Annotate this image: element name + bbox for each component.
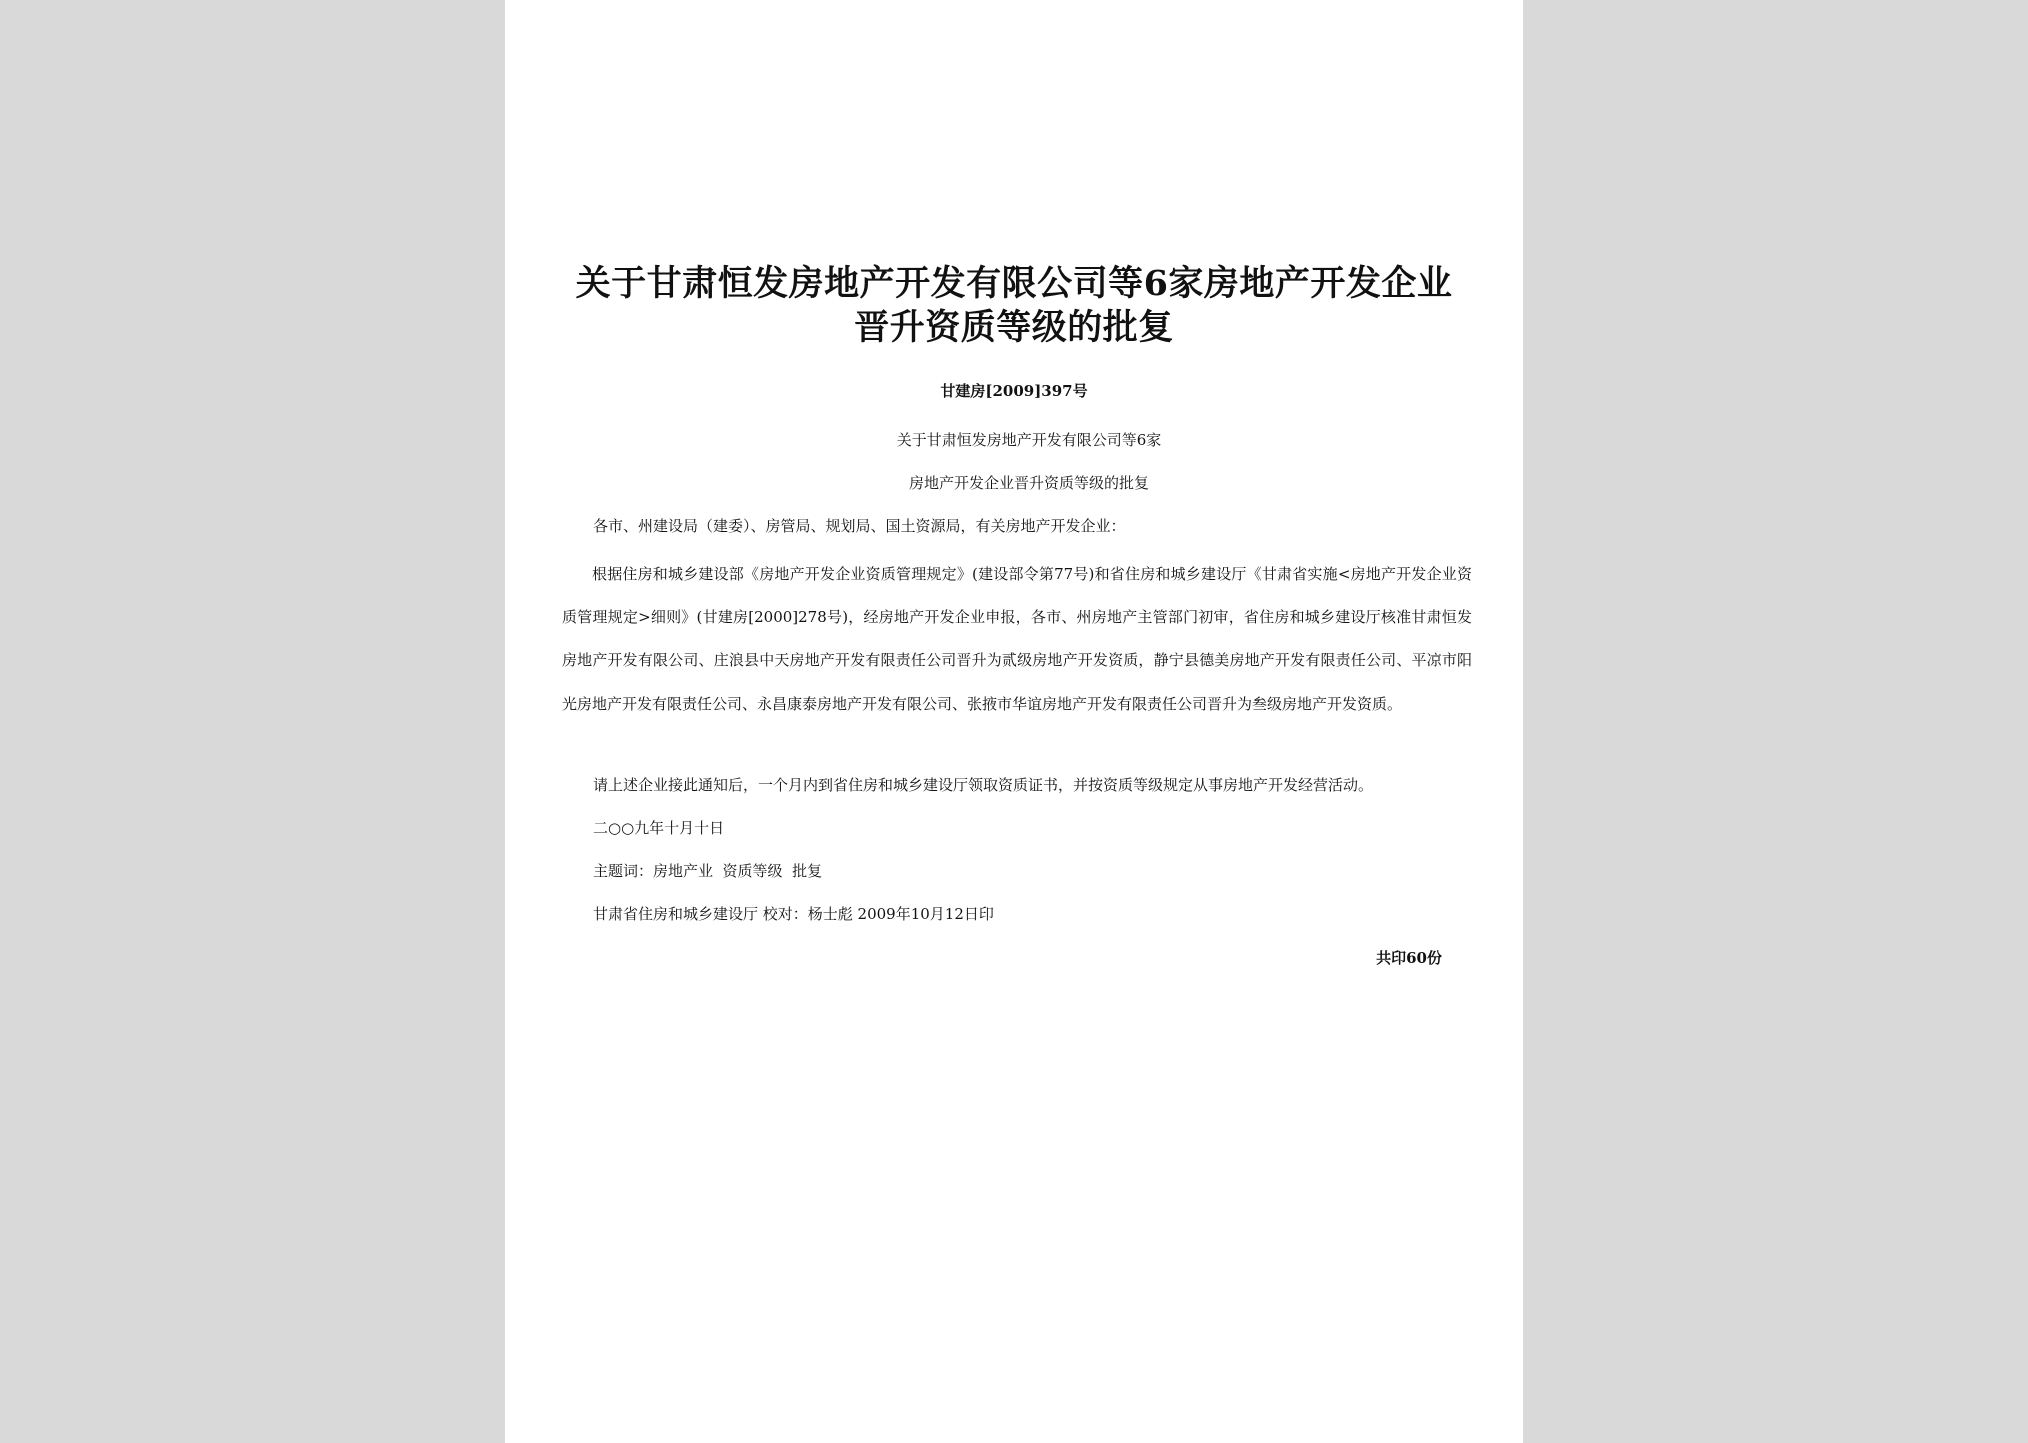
issuer-line: 甘肃省住房和城乡建设厅 校对：杨士彪 2009年10月12日印	[593, 905, 994, 923]
document-page	[505, 0, 1523, 1443]
print-copies: 共印60份	[1376, 949, 1442, 967]
keywords: 主题词：房地产业 资质等级 批复	[593, 862, 823, 880]
subtitle-line-1: 关于甘肃恒发房地产开发有限公司等6家	[896, 431, 1162, 449]
notice-paragraph: 请上述企业接此通知后，一个月内到省住房和城乡建设厅领取资质证书，并按资质等级规定从事房地产开发经营活动。	[593, 776, 1374, 794]
body-paragraph: 根据住房和城乡建设部《房地产开发企业资质管理规定》(建设部令第77号)和省住房和城乡建设厅《甘肃省实施<房地产开发企业资质管理规定>细则》(甘建房[2000]278号)，经房地产开发企业申报，各市、州房地产主管部门初审，省住房和城乡建设厅核准甘肃恒发房地产开发有限公司、庄浪县中天房地产开发有限责任公司晋升为贰级房地产开发资质，静宁县德美房地产开发有限责任公司、平凉市阳光房地产开发有限责任公司、永昌康泰房地产开发有限公司、张掖市华谊房地产开发有限责任公司晋升为叁级房地产开发资质。	[562, 565, 1472, 713]
issue-date: 二○○九年十月十日	[593, 819, 725, 837]
document-title: 关于甘肃恒发房地产开发有限公司等6家房地产开发企业晋升资质等级的批复	[575, 263, 1453, 348]
subtitle-line-2: 房地产开发企业晋升资质等级的批复	[908, 474, 1149, 492]
document-number: 甘建房[2009]397号	[940, 382, 1088, 400]
salutation: 各市、州建设局（建委）、房管局、规划局、国土资源局，有关房地产开发企业：	[593, 517, 1126, 535]
